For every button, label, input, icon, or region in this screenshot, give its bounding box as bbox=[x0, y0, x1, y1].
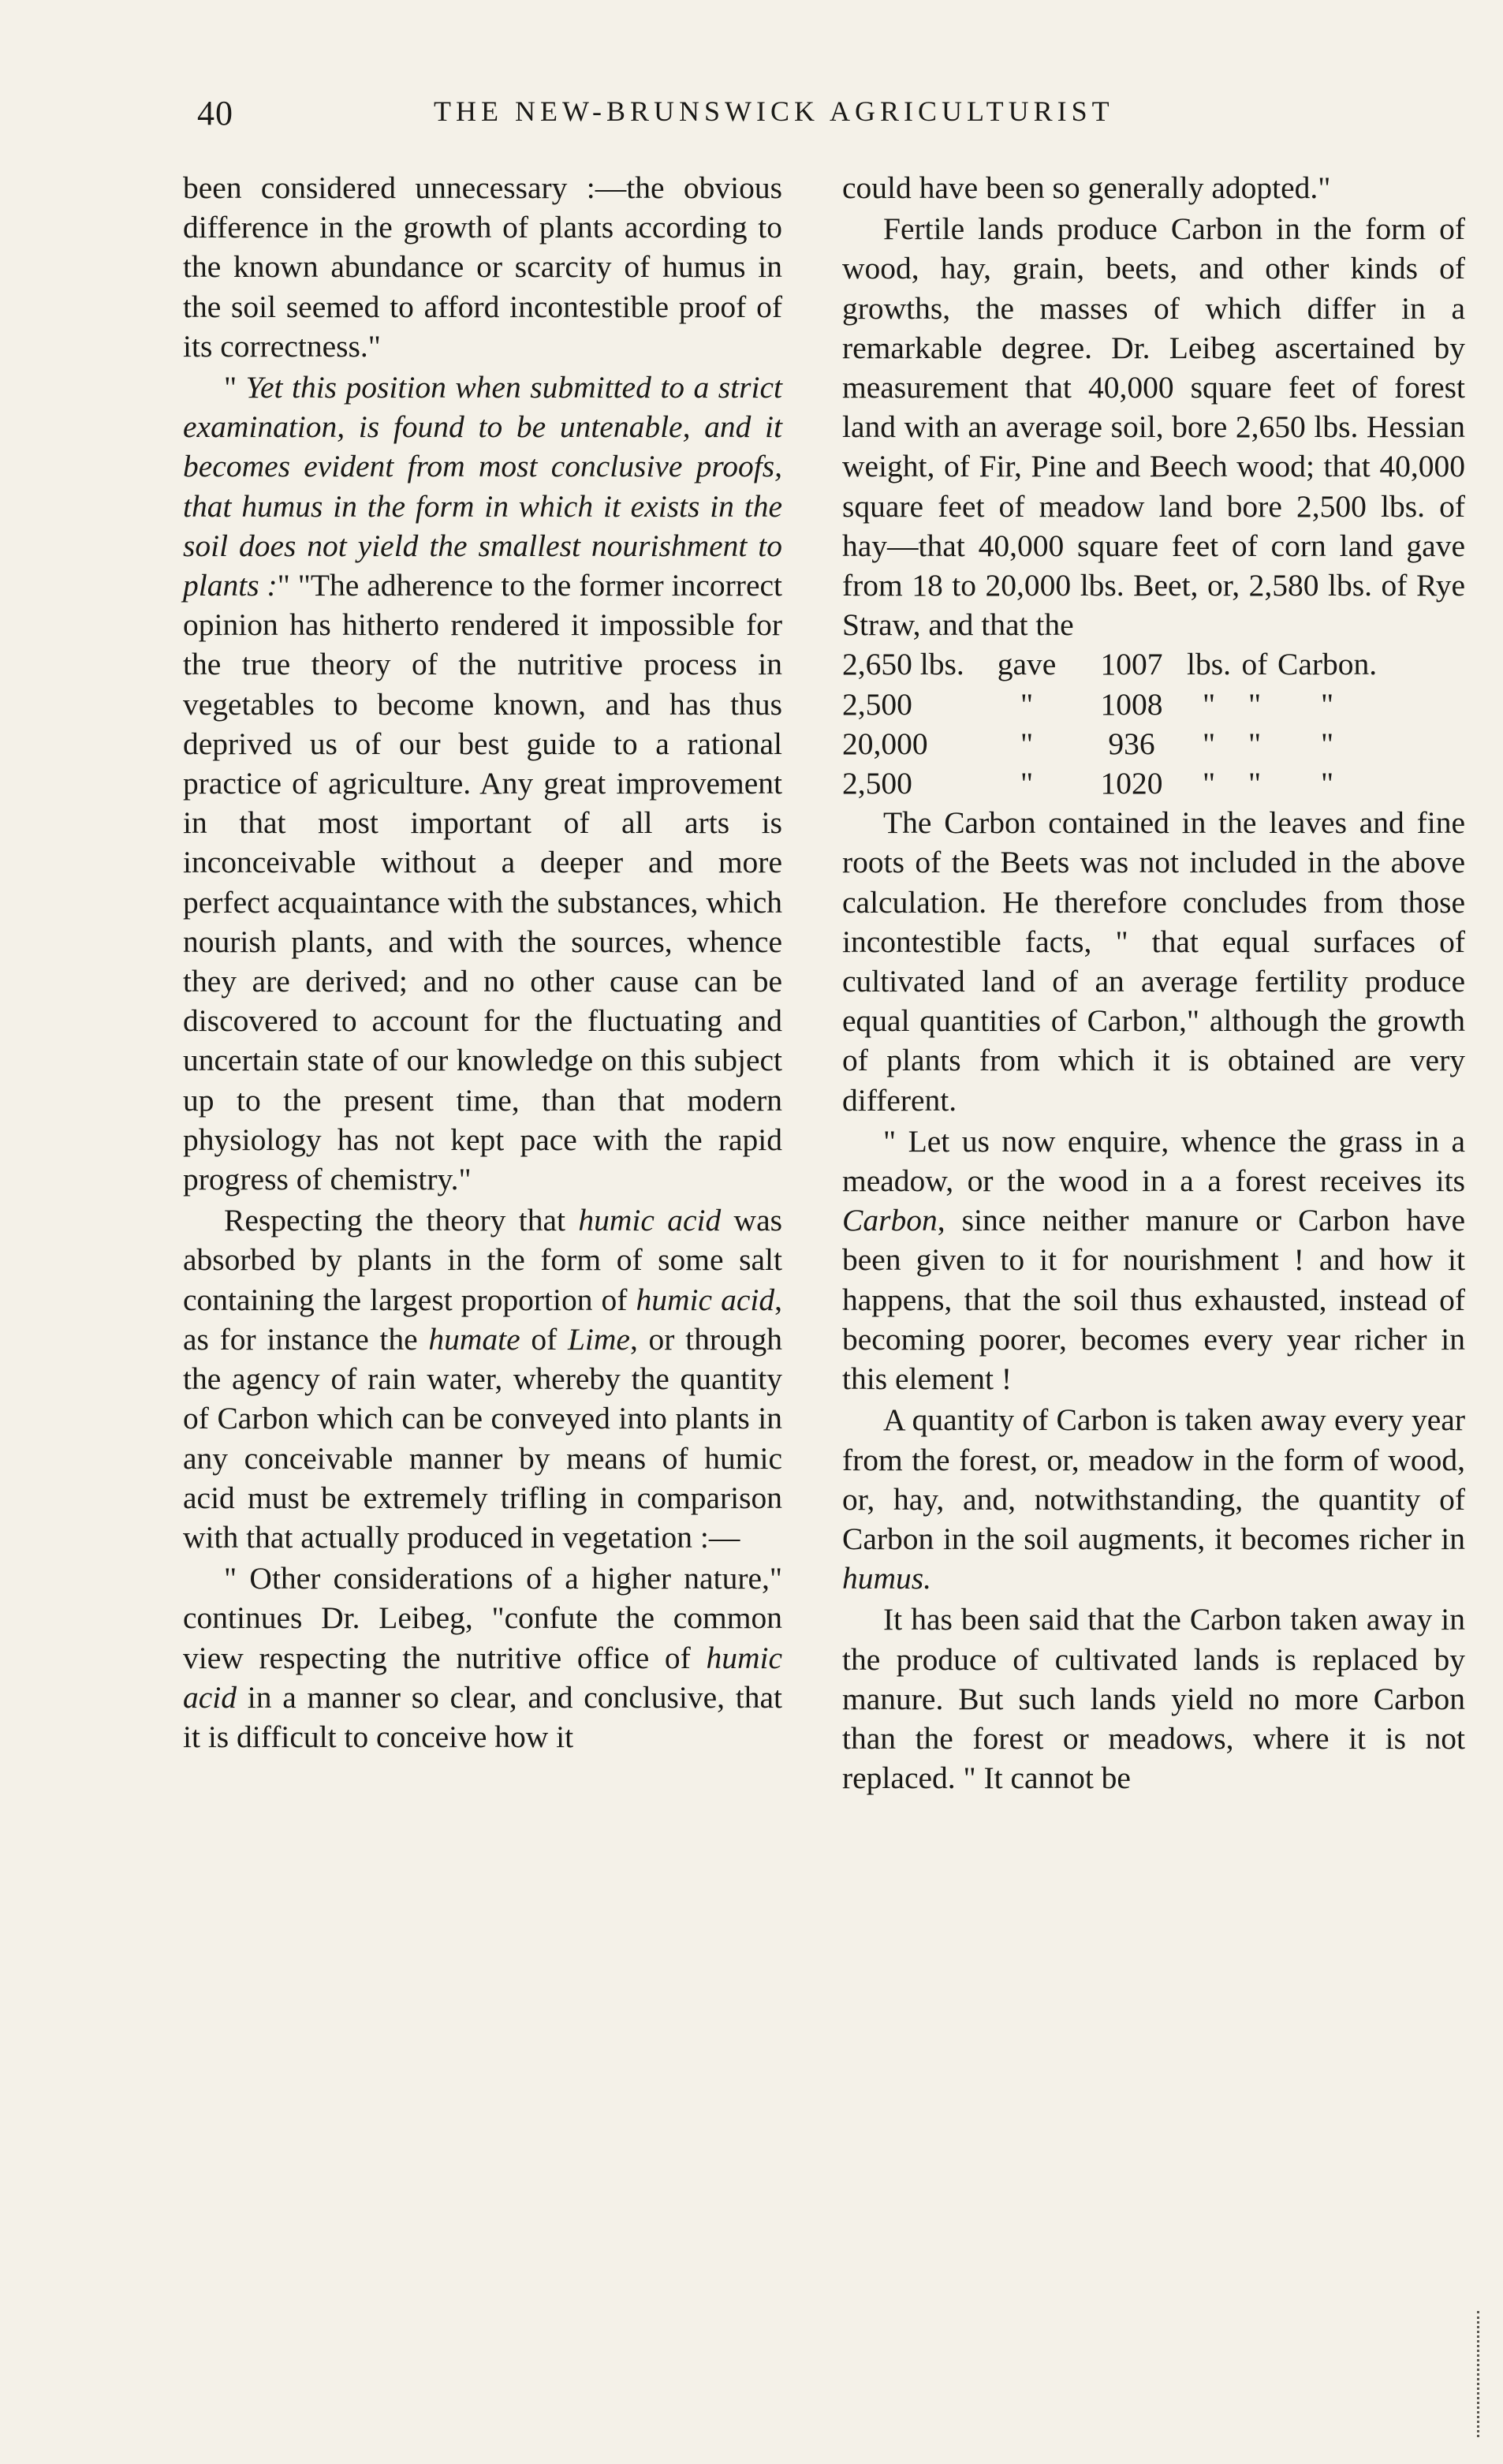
page-number: 40 bbox=[197, 94, 233, 133]
paragraph: been considered unnecessary :—the obvious difference in the growth of plants according to the known abundance or scarcity of humus in the soil seemed to afford incontestible proof of its correctness." bbox=[183, 170, 782, 364]
paragraph: Respecting the theory that humic acid was absorbed by plants in the form of some salt containing the largest proportion of humic acid, as for instance the humate of Lime, or through the agency of rain water, whereby the quantity of Carbon which can be conveyed into plants in any conceivable manner by means of humic acid must be extremely trifling in comparison with that actually produced in vegetation :— bbox=[183, 1203, 782, 1555]
table-cell: " bbox=[1202, 686, 1216, 722]
table-cell: Carbon. bbox=[1277, 647, 1378, 682]
table-cell: 20,000 bbox=[842, 726, 928, 761]
table-cell: " bbox=[1202, 726, 1216, 761]
dotted-edge-mark bbox=[1472, 2311, 1479, 2437]
italic-term: humic acid bbox=[636, 1282, 775, 1317]
italic-term: Carbon bbox=[842, 1203, 938, 1238]
table-cell: 1007 bbox=[1100, 647, 1163, 682]
table-cell: " bbox=[1020, 766, 1034, 801]
page-header bbox=[197, 93, 1333, 156]
table-cell: lbs. bbox=[1187, 647, 1231, 682]
paragraph: " Yet this position when submitted to a strict examination, is found to be untenable, and it becomes evident from most conclusive proofs, that humus in the form in which it exists in the soil does not yield the smallest nourishment to plants :" "The adherence to the former incorrect opinion has hitherto rendered it impossible for the true theory of the nutritive process in vegetables to become known, and has thus deprived us of our best guide to a rational practice of agriculture. Any great improvement in that most important of all arts is inconceivable without a deeper and more perfect acquaintance with the substances, which nourish plants, and with the sources, whence they are derived; and no other cause can be discovered to account for the fluctuating and uncertain state of our knowledge on this subject up to the present time, than that modern physiology has not kept pace with the rapid progress of chemistry." bbox=[183, 370, 782, 1197]
table-cell: 2,500 bbox=[842, 766, 912, 801]
paragraph: A quantity of Carbon is taken away every year from the forest, or, meadow in the form of wood, or, hay, and, notwithstanding, the quantity of Carbon in the soil augments, it becomes richer in humus. bbox=[842, 1402, 1465, 1596]
table-cell: of bbox=[1241, 647, 1268, 682]
italic-passage: Yet this position when submitted to a strict examination, is found to be untenable, and it becomes evident from most conclusive proofs, that humus in the form in which it exists in the soil does not yield the smallest nourishment to plants : bbox=[183, 370, 782, 603]
paragraph: Fertile lands produce Carbon in the form of wood, hay, grain, beets, and other kinds of growths, the masses of which differ in a remarkable degree. Dr. Leibeg ascertained by measurement that 40,000 square feet of forest land with an average soil, bore 2,650 lbs. Hessian weight, of Fir, Pine and Beech wood; that 40,000 square feet of meadow land bore 2,500 lbs. of hay—that 40,000 square feet of corn land gave from 18 to 20,000 lbs. Beet, or, 2,580 lbs. of Rye Straw, and that the bbox=[842, 211, 1465, 643]
table-cell: 936 bbox=[1108, 726, 1155, 761]
carbon-table bbox=[842, 644, 1377, 803]
table-cell: " bbox=[1202, 766, 1216, 801]
table-cell: " bbox=[1321, 726, 1334, 761]
italic-term: humus. bbox=[842, 1561, 932, 1596]
italic-term: Lime bbox=[567, 1321, 630, 1357]
table-cell: " bbox=[1020, 686, 1034, 722]
italic-term: humate bbox=[428, 1321, 520, 1357]
table-row bbox=[842, 644, 1377, 684]
table-cell: " bbox=[1321, 766, 1334, 801]
paragraph: could have been so generally adopted." bbox=[842, 170, 1331, 205]
table-row bbox=[842, 724, 1377, 763]
table-row bbox=[842, 685, 1377, 724]
italic-term: humic acid bbox=[183, 1640, 782, 1715]
carbon-table-body bbox=[842, 644, 1377, 803]
right-column bbox=[842, 168, 1465, 1798]
table-cell: " bbox=[1248, 766, 1262, 801]
table-cell: 2,650 lbs. bbox=[842, 647, 964, 682]
running-title: THE NEW-BRUNSWICK AGRICULTURIST bbox=[434, 95, 1114, 127]
table-cell: " bbox=[1020, 726, 1034, 761]
paragraph: It has been said that the Carbon taken away in the produce of cultivated lands is replaced by manure. But such lands yield no more Carbon than the forest or meadows, where it is not replaced. " It cannot be bbox=[842, 1602, 1465, 1796]
paragraph: " Let us now enquire, whence the grass in a meadow, or the wood in a a forest receives its Carbon, since neither manure or Carbon have been given to it for nourishment ! and how it happens, that the soil thus exhausted, instead of becoming poorer, becomes every year richer in this element ! bbox=[842, 1123, 1465, 1397]
table-cell: " bbox=[1248, 726, 1262, 761]
table-cell: " bbox=[1248, 686, 1262, 722]
table-cell: 1008 bbox=[1100, 686, 1163, 722]
table-cell: 1020 bbox=[1100, 766, 1163, 801]
table-row bbox=[842, 763, 1377, 803]
table-cell: 2,500 bbox=[842, 686, 912, 722]
paragraph: The Carbon contained in the leaves and fine roots of the Beets was not included in the above calculation. He therefore concludes from those incontestible facts, " that equal surfaces of cultivated land of an average fertility produce equal quantities of Carbon," although the growth of plants from which it is obtained are very different. bbox=[842, 805, 1465, 1118]
table-cell: gave bbox=[997, 647, 1057, 682]
paragraph: " Other considerations of a higher nature," continues Dr. Leibeg, "confute the common view respecting the nutritive office of humic acid in a manner so clear, and conclusive, that it is difficult to conceive how it bbox=[183, 1561, 782, 1754]
italic-term: humic acid bbox=[578, 1203, 722, 1238]
table-cell: " bbox=[1321, 686, 1334, 722]
left-column bbox=[183, 168, 782, 1757]
